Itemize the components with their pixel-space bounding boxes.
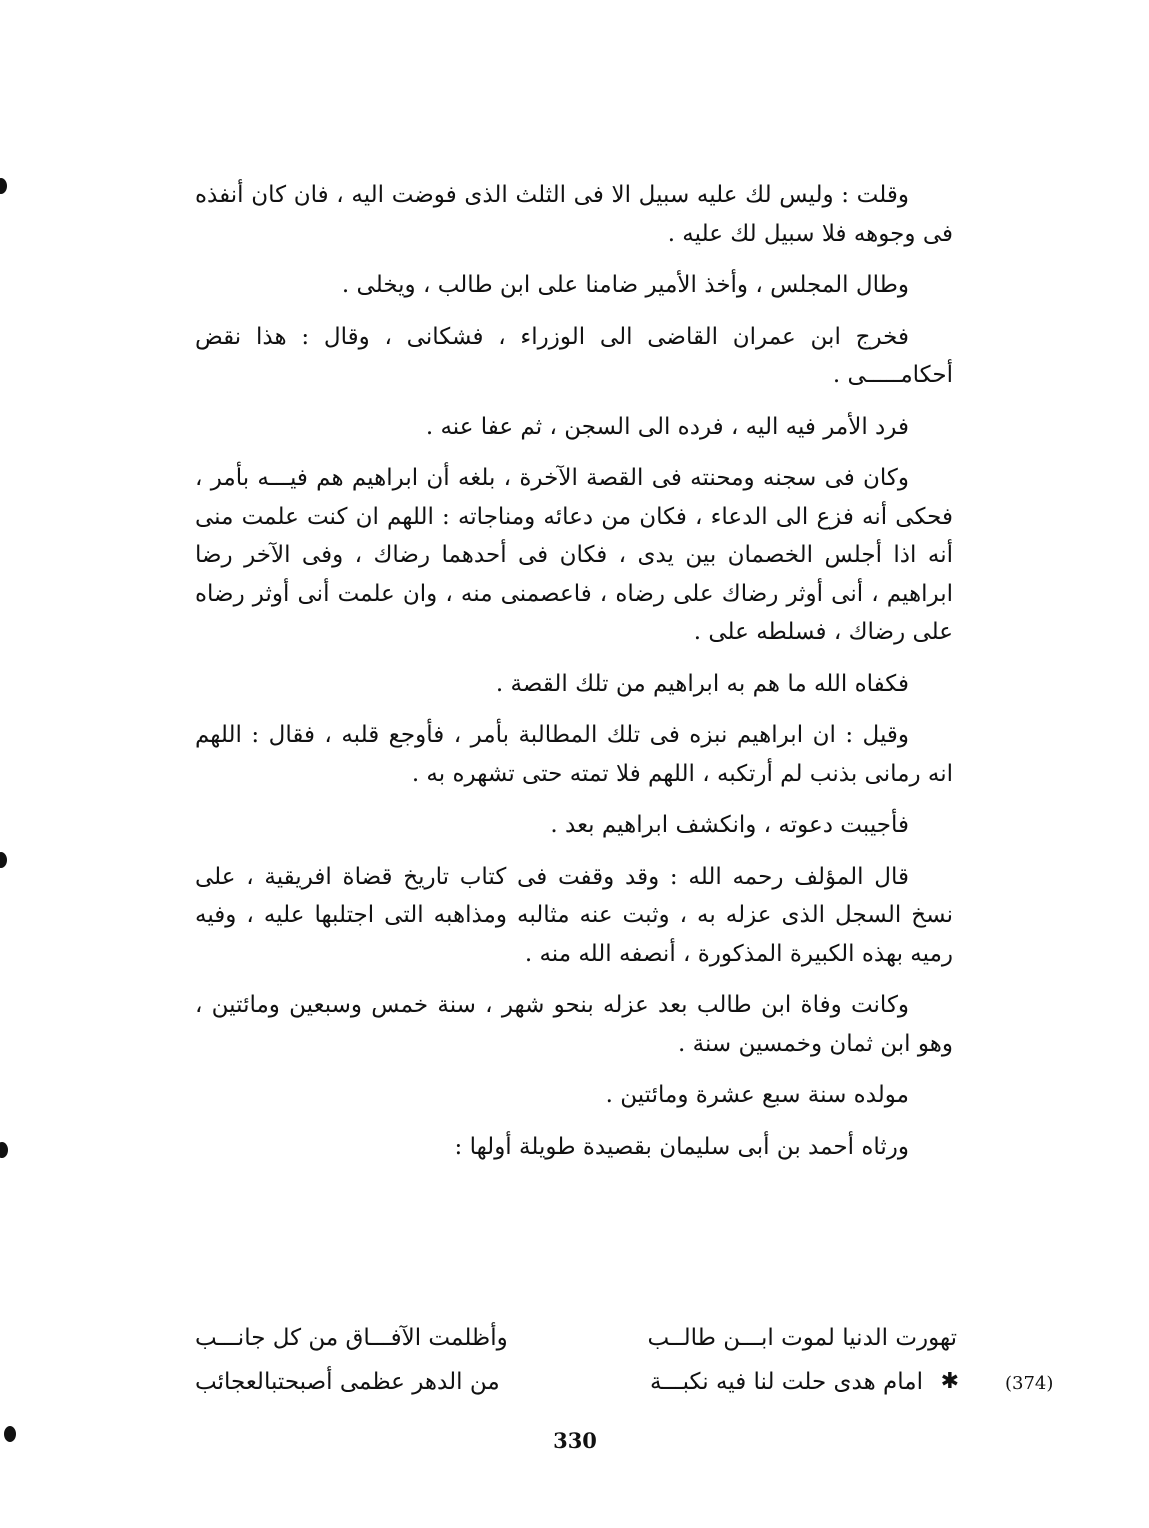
verse-first-hemistich: تهورت الدنيا لموت ابـــن طالــب [647, 1325, 957, 1351]
paragraph: فرد الأمر فيه اليه ، فرده الى السجن ، ثم عفا عنه . [425, 413, 909, 440]
body-text [195, 176, 953, 1179]
asterisk-icon: ✱ [940, 1369, 959, 1394]
page-number: 330 [553, 1428, 597, 1453]
paragraph: فأجيبت دعوته ، وانكشف ابراهيم بعد . [550, 812, 909, 838]
verse-second-hemistich: وأظلمت الآفـــاق من كل جانـــب [195, 1325, 508, 1351]
verse-second-hemistich: من الدهر عظمى أصبحتبالعجائب [195, 1369, 500, 1395]
paragraph: قال المؤلف رحمه الله : وقد وقفت فى كتاب تاريخ قضاة افريقية ، على نسخ السجل الذى عزله به ، وثبت عنه مثالبه ومذاهبه التى اجتلبها عليه ، وفيه رميه بهذه الكبيرة المذكورة ، أنصفه الله منه . [195, 863, 953, 967]
binder-hole-mark [0, 178, 7, 194]
verse-line [195, 1360, 957, 1404]
paragraph: وكان فى سجنه ومحنته فى القصة الآخرة ، بلغه أن ابراهيم هم فيـــه بأمر ، فحكى أنه فزع الى الدعاء ، فكان من دعائه ومناجاته : اللهم ان كنت علمت منى أنه اذا أجلس الخصمان بين يدى ، فكان فى أحدهما رضاك ، وفى الآخر رضا ابراهيم ، أنى أوثر رضاك على رضاه ، فاعصمنى منه ، وان علمت أنى أوثر رضاه على رضاك ، فسلطه على . [195, 465, 954, 645]
paragraph: وكانت وفاة ابن طالب بعد عزله بنحو شهر ، سنة خمس وسبعين ومائتين ، وهو ابن ثمان وخمسين سنة . [195, 992, 953, 1057]
verse-line [195, 1316, 957, 1360]
paragraph: وقيل : ان ابراهيم نبزه فى تلك المطالبة بأمر ، فأوجع قلبه ، فقال : اللهم انه رمانى بذنب لم أرتكبه ، اللهم فلا تمته حتى تشهره به . [195, 722, 953, 787]
verse-first-hemistich: امام هدى حلت لنا فيه نكبـــة [650, 1369, 923, 1395]
paragraph: مولده سنة سبع عشرة ومائتين . [605, 1082, 909, 1108]
binder-hole-mark [0, 852, 7, 868]
paragraph: وقلت : وليس لك عليه سبيل الا فى الثلث الذى فوضت اليه ، فان كان أنفذه فى وجوهه فلا سبيل لك عليه . [195, 182, 953, 247]
paragraph: فخرج ابن عمران القاضى الى الوزراء ، فشكانى ، وقال : هذا نقض أحكامـــــى . [195, 323, 953, 388]
footnote-reference: (374) [1005, 1373, 1054, 1394]
paragraph: فكفاه الله ما هم به ابراهيم من تلك القصة . [495, 670, 909, 697]
binder-hole-mark [0, 1142, 8, 1158]
paragraph: ورثاه أحمد بن أبى سليمان بقصيدة طويلة أولها : [454, 1133, 909, 1160]
poem [195, 1316, 957, 1404]
binder-hole-mark [4, 1426, 16, 1442]
paragraph: وطال المجلس ، وأخذ الأمير ضامنا على ابن طالب ، ويخلى . [341, 272, 909, 298]
